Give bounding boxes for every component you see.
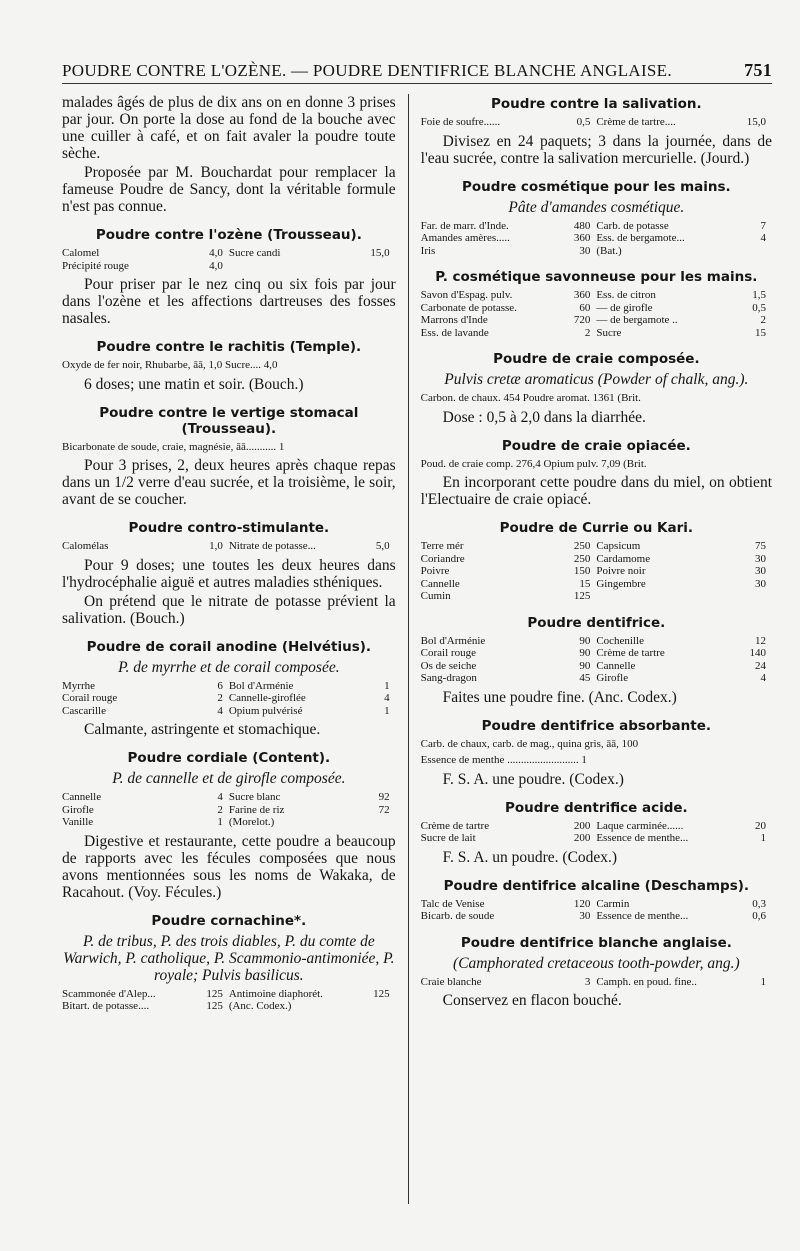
paragraph: Conservez en flacon bouché. — [442, 992, 622, 1009]
ingredient-name: Carb. de potasse — [596, 219, 669, 232]
ingredient-quantity: 4 — [384, 692, 390, 704]
ingredient-name: Foie de soufre...... — [420, 116, 501, 128]
ingredient-quantity: 3 — [584, 975, 591, 988]
ingredient-quantity: 720 — [573, 314, 591, 326]
paragraph: En incorporant cette poudre dans du miel, on obtient l'Electuaire de craie opiacé. — [420, 474, 772, 508]
ingredient-name: Poivre noir — [596, 565, 646, 577]
ingredient — [596, 976, 772, 989]
paragraph: Dose : 0,5 à 2,0 dans la diarrhée. — [442, 408, 646, 426]
section-title: Poudre cornachine*. — [151, 912, 307, 929]
ingredient — [596, 590, 772, 603]
ingredient-quantity: 125 — [206, 987, 223, 1000]
ingredient-quantity: 0,5 — [576, 116, 591, 128]
recipe-row — [62, 1000, 396, 1013]
ingredient — [421, 314, 597, 327]
ingredient — [421, 302, 597, 315]
section-title: Poudre contre la salivation. — [491, 96, 702, 112]
recipe-row — [421, 565, 772, 578]
section-subtitle: P. de tribus, P. des trois diables, P. du comte de Warwich, P. catholique, P. Scammonio-antimoniée, P. royale; Pulvis basilicus. — [63, 932, 395, 984]
ingredient-quantity: 90 — [579, 634, 591, 647]
recipe-row — [421, 232, 772, 245]
ingredient-name: Ess. de bergamote... — [596, 232, 685, 244]
ingredient-name: Crème de tartre — [420, 819, 490, 832]
paragraph: 6 doses; une matin et soir. (Bouch.) — [84, 375, 304, 393]
ingredient-name: Gingembre — [596, 577, 646, 590]
ingredient — [596, 289, 772, 302]
recipe-line — [421, 754, 772, 767]
ingredient-name: Bol d'Arménie — [228, 679, 294, 692]
ingredient-quantity: 1 — [384, 679, 390, 692]
ingredient-quantity: 72 — [378, 803, 390, 816]
ingredient-name: — de bergamote .. — [596, 314, 678, 326]
ingredient — [62, 816, 229, 829]
section-title: Poudre dentifrice absorbante. — [481, 717, 712, 734]
recipe-row — [421, 553, 772, 566]
ingredient — [421, 289, 597, 302]
ingredient — [596, 314, 772, 327]
ingredient — [596, 553, 772, 566]
ingredient — [229, 260, 396, 273]
section-title: Poudre contre le vertige stomacal (Trousseau). — [99, 404, 359, 437]
ingredient-quantity: 15 — [754, 326, 766, 339]
ingredient-name: (Bat.) — [596, 244, 622, 257]
ingredient-name: Terre mér — [420, 540, 464, 552]
recipe-table — [62, 680, 396, 718]
recipe-table — [62, 988, 396, 1013]
ingredient-name: Nitrate de potasse... — [228, 540, 316, 552]
ingredient-quantity: 4 — [760, 232, 766, 244]
running-title: POUDRE CONTRE L'OZÈNE. — POUDRE DENTIFRICE BLANCHE ANGLAISE. — [62, 61, 672, 80]
section-subtitle: P. de myrrhe et de corail composée. — [118, 658, 340, 676]
recipe-row — [62, 816, 396, 829]
section-subtitle: Pâte d'amandes cosmétique. — [508, 198, 685, 216]
ingredient-quantity: 250 — [573, 540, 591, 552]
ingredient-quantity: 4 — [217, 704, 223, 717]
ingredient-quantity: 24 — [754, 659, 766, 672]
ingredient-quantity: 6 — [217, 679, 223, 692]
ingredient-name: Calomélas — [62, 540, 109, 552]
ingredient-name: Essence de menthe... — [596, 832, 689, 844]
ingredient — [421, 820, 597, 833]
ingredient-quantity: 2 — [760, 314, 766, 326]
ingredient — [421, 245, 597, 258]
two-column-body — [62, 94, 772, 1204]
ingredient-quantity: 125 — [373, 987, 390, 1000]
ingredient — [229, 791, 396, 804]
recipe-table — [421, 220, 772, 258]
ingredient-name: Capsicum — [596, 540, 641, 552]
ingredient-name: Savon d'Espag. pulv. — [420, 289, 513, 301]
paragraph: F. S. A. une poudre. (Codex.) — [442, 770, 624, 788]
section-subtitle: (Camphorated cretaceous tooth-powder, ang.) — [453, 954, 740, 972]
ingredient — [596, 540, 772, 553]
ingredient-name: Sucre — [596, 326, 622, 339]
ingredient-name: Sucre candi — [228, 247, 281, 259]
ingredient-name: (Morelot.) — [228, 816, 275, 828]
ingredient-quantity: 4,0 — [209, 247, 223, 259]
ingredient-quantity: 125 — [206, 1000, 223, 1012]
recipe-line — [62, 359, 396, 372]
ingredient-name: Talc de Venise — [420, 897, 485, 910]
ingredient — [62, 540, 229, 553]
recipe-table — [421, 635, 772, 685]
ingredient-name: Camph. en poud. fine.. — [596, 975, 697, 988]
ingredient-name: Sang-dragon — [420, 672, 477, 684]
ingredient — [596, 635, 772, 648]
ingredient-quantity: 75 — [754, 540, 766, 552]
ingredient — [596, 116, 772, 129]
ingredient-quantity: 4 — [217, 791, 223, 803]
left-column — [62, 94, 409, 1204]
ingredient-quantity: 30 — [754, 552, 766, 565]
ingredient-name: Poivre — [420, 565, 450, 577]
ingredient-quantity: 7 — [760, 219, 766, 232]
recipe-line — [421, 738, 772, 751]
ingredient-name: Marrons d'Inde — [420, 314, 488, 326]
ingredient-name: Cumin — [420, 590, 451, 602]
paragraph: Pour priser par le nez cinq ou six fois par jour dans l'ozène et les affections dartreuses des fosses nasales. — [62, 276, 396, 327]
ingredient-name: Précipité rouge — [62, 259, 129, 272]
ingredient-quantity: 1 — [760, 975, 766, 988]
right-column — [409, 94, 772, 1204]
ingredient — [596, 898, 772, 911]
ingredient-quantity: 90 — [579, 659, 591, 672]
ingredient — [229, 705, 396, 718]
ingredient — [62, 247, 229, 260]
paragraph: Proposée par M. Bouchardat pour remplacer la fameuse Poudre de Sancy, dont la véritable formule n'est pas connue. — [62, 164, 396, 215]
ingredient-name: Ess. de lavande — [420, 326, 489, 339]
recipe-row — [421, 540, 772, 553]
ingredient-quantity: 2 — [217, 803, 223, 816]
section-subtitle: P. de cannelle et de girofle composée. — [112, 770, 346, 787]
ingredient-quantity: 92 — [378, 791, 390, 803]
ingredient — [229, 680, 396, 693]
ingredient-name: Carbonate de potasse. — [420, 301, 517, 314]
recipe-row — [421, 635, 772, 648]
ingredient-name: Farine de riz — [228, 803, 285, 816]
ingredient — [421, 232, 597, 245]
paragraph: Pour 3 prises, 2, deux heures après chaque repas dans un 1/2 verre d'eau sucrée, et la troisième, le soir, avant de se coucher. — [62, 457, 396, 508]
paragraph: Divisez en 24 paquets; 3 dans la journée, dans de l'eau sucrée, contre la salivation mercurielle. (Jourd.) — [420, 132, 772, 167]
section-title: P. cosmétique savonneuse pour les mains. — [435, 269, 758, 285]
ingredient-name: Myrrhe — [62, 679, 95, 692]
ingredient-quantity: 4,0 — [209, 259, 223, 272]
recipe-line — [421, 458, 772, 471]
ingredient-name: Far. de marr. d'Inde. — [420, 219, 509, 232]
ingredient-quantity: 5,0 — [375, 540, 390, 552]
recipe-row — [421, 327, 772, 340]
ingredient — [229, 1000, 396, 1013]
ingredient-name: Corail rouge — [62, 692, 118, 704]
section-title: Poudre contre l'ozène (Trousseau). — [95, 227, 362, 243]
ingredient-quantity: 30 — [754, 565, 766, 577]
recipe-row — [421, 590, 772, 603]
ingredient-quantity: 1,0 — [209, 540, 223, 552]
ingredient-name: Scammonée d'Alep... — [62, 987, 156, 1000]
ingredient — [596, 910, 772, 923]
recipe-table — [421, 820, 772, 845]
ingredient-name: Craie blanche — [420, 975, 482, 988]
ingredient-quantity: 30 — [579, 910, 591, 922]
ingredient — [421, 578, 597, 591]
recipe-row — [421, 820, 772, 833]
ingredient — [229, 247, 396, 260]
ingredient — [596, 660, 772, 673]
ingredient — [421, 553, 597, 566]
section-title: Poudre de Currie ou Kari. — [499, 520, 694, 536]
ingredient — [596, 327, 772, 340]
paragraph: Calmante, astringente et stomachique. — [84, 721, 321, 738]
ingredient — [229, 540, 396, 553]
ingredient-name: Crème de tartre — [596, 647, 665, 659]
recipe-line — [62, 441, 396, 454]
ingredient — [421, 672, 597, 685]
ingredient — [421, 832, 597, 845]
section-title: Poudre dentrifice acide. — [504, 799, 688, 816]
recipe-table — [421, 898, 772, 923]
recipe-row — [421, 976, 772, 989]
ingredient — [421, 910, 597, 923]
ingredient — [62, 692, 229, 705]
ingredient-quantity: 1 — [384, 704, 390, 717]
recipe-table — [421, 976, 772, 989]
recipe-table — [421, 289, 772, 339]
ingredient-quantity: 15,0 — [370, 247, 390, 259]
ingredient — [421, 647, 597, 660]
ingredient-name: Girofle — [62, 803, 94, 816]
ingredient-name: Sucre blanc — [228, 791, 281, 803]
section-title: Poudre contro-stimulante. — [128, 520, 330, 536]
ingredient-quantity: 480 — [573, 219, 591, 232]
ingredient — [229, 692, 396, 705]
ingredient-name: Calomel — [62, 247, 100, 259]
recipe-row — [421, 314, 772, 327]
ingredient-quantity: 20 — [754, 819, 766, 832]
section-subtitle: Pulvis cretæ aromaticus (Powder of chalk, ang.). — [444, 371, 749, 388]
recipe-row — [421, 832, 772, 845]
ingredient — [596, 565, 772, 578]
recipe-text: Oxyde de fer noir, Rhubarbe, āā, 1,0 Sucre.... 4,0 — [62, 359, 278, 371]
recipe-line — [421, 392, 772, 405]
ingredient — [596, 232, 772, 245]
ingredient-name: Os de seiche — [420, 659, 477, 672]
recipe-row — [421, 220, 772, 233]
ingredient-name: Girofle — [596, 672, 629, 684]
ingredient — [229, 988, 396, 1001]
section-title: Poudre cosmétique pour les mains. — [461, 178, 731, 195]
ingredient-quantity: 15,0 — [746, 116, 766, 128]
section-title: Poudre de craie composée. — [493, 351, 700, 367]
ingredient-name: Opium pulvérisé — [228, 704, 303, 717]
recipe-row — [62, 260, 396, 273]
ingredient — [421, 116, 597, 129]
recipe-row — [421, 289, 772, 302]
ingredient-quantity: 0,5 — [752, 301, 766, 314]
ingredient-name: (Anc. Codex.) — [228, 1000, 292, 1012]
ingredient-name: Vanille — [62, 816, 94, 828]
paragraph: malades âgés de plus de dix ans on en donne 3 prises par jour. On porte la dose au fond de la bouche avec une cuiller à café, et on fait avaler la poudre toute sèche. — [62, 94, 396, 162]
ingredient-quantity: 4 — [760, 672, 766, 684]
ingredient — [421, 660, 597, 673]
ingredient — [229, 816, 396, 829]
ingredient-quantity: 360 — [573, 289, 591, 301]
ingredient — [62, 680, 229, 693]
ingredient-name: Bitart. de potasse.... — [62, 1000, 150, 1012]
ingredient-quantity: 200 — [573, 819, 591, 832]
ingredient-quantity: 0,6 — [752, 910, 766, 922]
ingredient — [596, 245, 772, 258]
ingredient-quantity: 30 — [579, 244, 591, 257]
ingredient-name: Iris — [420, 244, 436, 257]
paragraph: On prétend que le nitrate de potasse prévient la salivation. (Bouch.) — [62, 592, 396, 627]
ingredient — [596, 647, 772, 660]
recipe-row — [62, 705, 396, 718]
ingredient — [62, 804, 229, 817]
recipe-text: Bicarbonate de soude, craie, magnésie, āā........... 1 — [62, 440, 285, 453]
section-title: Poudre dentifrice. — [527, 614, 666, 631]
ingredient-quantity: 60 — [579, 301, 591, 314]
ingredient-name: Antimoine diaphorét. — [228, 987, 323, 1000]
ingredient-quantity: 12 — [754, 634, 766, 647]
recipe-row — [421, 245, 772, 258]
ingredient — [421, 540, 597, 553]
ingredient-name: Cannelle-giroflée — [228, 692, 306, 704]
recipe-table — [62, 540, 396, 553]
section-title: Poudre dentifrice blanche anglaise. — [460, 934, 732, 951]
paragraph: Digestive et restaurante, cette poudre a beaucoup de rapports avec les fécules composées que nous avons mentionnées sous les noms de Wakaka, de Racahout. (Voy. Fécules.) — [62, 832, 396, 901]
ingredient-name: Cardamome — [596, 552, 651, 565]
section-title: Poudre dentifrice alcaline (Deschamps). — [443, 877, 750, 894]
ingredient-quantity: 0,3 — [752, 897, 766, 910]
ingredient-quantity: 120 — [573, 897, 591, 910]
ingredient — [62, 988, 229, 1001]
ingredient-name: Sucre de lait — [420, 832, 476, 844]
recipe-table — [62, 791, 396, 829]
ingredient — [62, 260, 229, 273]
ingredient-quantity: 30 — [754, 577, 766, 590]
ingredient — [596, 672, 772, 685]
section-title: Poudre contre le rachitis (Temple). — [96, 339, 362, 355]
ingredient — [596, 578, 772, 591]
ingredient-quantity: 140 — [749, 647, 766, 659]
recipe-row — [62, 988, 396, 1001]
ingredient-name: Cochenille — [596, 634, 644, 647]
ingredient-name: Amandes amères..... — [420, 232, 510, 244]
ingredient-name: Cannelle — [62, 791, 102, 803]
ingredient-name: Carmin — [596, 897, 630, 910]
recipe-row — [62, 680, 396, 693]
paragraph: Pour 9 doses; une toutes les deux heures dans l'hydrocéphalie aiguë et autres maladies sthéniques. — [62, 556, 396, 591]
ingredient-quantity: 1 — [217, 816, 223, 828]
ingredient — [62, 1000, 229, 1013]
recipe-text: Carbon. de chaux. 454 Poudre aromat. 1361 (Brit. — [420, 392, 641, 404]
ingredient — [421, 327, 597, 340]
ingredient-name: — de girofle — [596, 301, 653, 314]
ingredient-quantity: 15 — [579, 577, 591, 590]
ingredient-quantity: 90 — [579, 647, 591, 659]
ingredient-quantity: 360 — [573, 232, 591, 244]
recipe-row — [421, 672, 772, 685]
ingredient — [421, 635, 597, 648]
paragraph: Faites une poudre fine. (Anc. Codex.) — [442, 688, 677, 706]
ingredient — [421, 976, 597, 989]
ingredient-name: Bol d'Arménie — [420, 634, 486, 647]
ingredient-name: Crème de tartre.... — [596, 116, 676, 128]
running-head — [62, 60, 772, 84]
recipe-row — [421, 647, 772, 660]
page-number: 751 — [744, 60, 772, 80]
section-title: Poudre cordiale (Content). — [127, 750, 331, 766]
ingredient-name: Ess. de citron — [596, 289, 656, 301]
recipe-row — [62, 692, 396, 705]
recipe-text: Carb. de chaux, carb. de mag., quina gris, āā, 100 — [420, 737, 639, 750]
ingredient-name: Cannelle — [596, 659, 636, 672]
ingredient-name: Coriandre — [420, 552, 465, 565]
recipe-table — [421, 540, 772, 603]
ingredient — [596, 820, 772, 833]
ingredient-quantity: 2 — [584, 326, 591, 339]
recipe-row — [421, 302, 772, 315]
ingredient-name: Cannelle — [420, 577, 460, 590]
recipe-row — [62, 247, 396, 260]
ingredient — [421, 590, 597, 603]
recipe-row — [421, 578, 772, 591]
recipe-row — [421, 116, 772, 129]
ingredient-name: Essence de menthe... — [596, 910, 689, 922]
recipe-row — [62, 540, 396, 553]
ingredient-name: Bicarb. de soude — [420, 910, 495, 922]
recipe-row — [421, 910, 772, 923]
recipe-table — [421, 116, 772, 129]
recipe-row — [421, 660, 772, 673]
ingredient — [421, 565, 597, 578]
recipe-row — [62, 804, 396, 817]
section-title: Poudre de craie opiacée. — [501, 437, 691, 454]
ingredient — [421, 898, 597, 911]
ingredient-name: Corail rouge — [420, 647, 476, 659]
ingredient-quantity: 250 — [573, 552, 591, 565]
ingredient-quantity: 125 — [573, 590, 591, 602]
recipe-row — [421, 898, 772, 911]
ingredient — [421, 220, 597, 233]
ingredient-quantity: 150 — [573, 565, 591, 577]
ingredient-name: Laque carminée...... — [596, 819, 684, 832]
ingredient — [596, 832, 772, 845]
recipe-text: Poud. de craie comp. 276,4 Opium pulv. 7,09 (Brit. — [420, 457, 647, 470]
ingredient-quantity: 1 — [760, 832, 766, 844]
ingredient-quantity: 2 — [217, 692, 223, 704]
recipe-row — [62, 791, 396, 804]
ingredient-quantity: 1,5 — [752, 289, 766, 301]
ingredient-quantity: 200 — [573, 832, 591, 844]
ingredient — [596, 302, 772, 315]
ingredient-quantity: 45 — [579, 672, 591, 684]
section-title: Poudre de corail anodine (Helvétius). — [86, 638, 372, 655]
ingredient — [229, 804, 396, 817]
recipe-table — [62, 247, 396, 272]
ingredient — [596, 220, 772, 233]
recipe-text: Essence de menthe .......................... 1 — [420, 754, 587, 766]
paragraph: F. S. A. un poudre. (Codex.) — [442, 848, 618, 866]
ingredient — [62, 791, 229, 804]
ingredient — [62, 705, 229, 718]
ingredient-name: Cascarille — [62, 704, 106, 717]
